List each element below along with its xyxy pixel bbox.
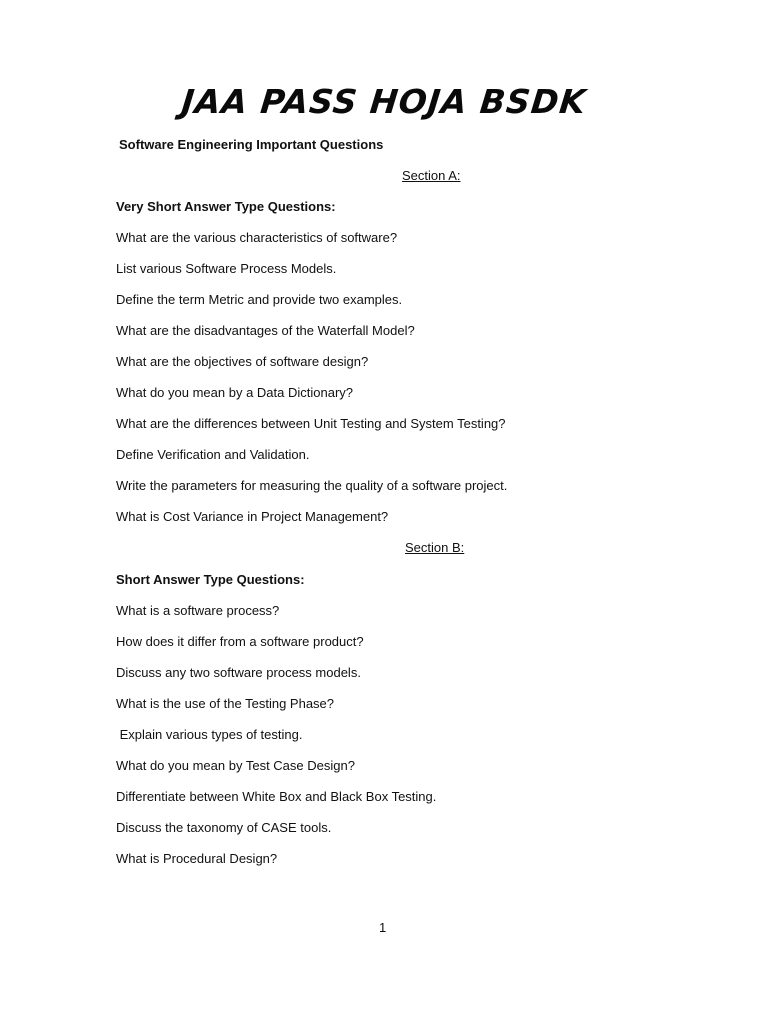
question-a9: Write the parameters for measuring the quality of a software project.	[116, 478, 508, 493]
document-title: JAA PASS HOJA BSDK	[179, 82, 589, 121]
section-b-heading: Section B:	[405, 540, 465, 555]
question-b6: What do you mean by Test Case Design?	[116, 758, 355, 773]
document-subtitle: Software Engineering Important Questions	[119, 137, 384, 152]
section-a-group-heading: Very Short Answer Type Questions:	[116, 199, 336, 214]
question-a1: What are the various characteristics of software?	[116, 230, 398, 245]
question-a10: What is Cost Variance in Project Management?	[116, 509, 389, 524]
section-a-heading: Section A:	[402, 168, 461, 183]
question-b1: What is a software process?	[116, 603, 280, 618]
question-a6: What do you mean by a Data Dictionary?	[116, 385, 354, 400]
question-b2: How does it differ from a software product?	[116, 634, 364, 649]
question-a5: What are the objectives of software design?	[116, 354, 369, 369]
question-a3: Define the term Metric and provide two examples.	[116, 292, 403, 307]
question-a7: What are the differences between Unit Testing and System Testing?	[116, 416, 506, 431]
section-b-group-heading: Short Answer Type Questions:	[116, 572, 305, 587]
question-b7: Differentiate between White Box and Black Box Testing.	[116, 789, 437, 804]
question-b5: Explain various types of testing.	[116, 727, 303, 742]
page-number: 1	[379, 920, 387, 935]
question-b3: Discuss any two software process models.	[116, 665, 361, 680]
question-a2: List various Software Process Models.	[116, 261, 337, 276]
question-a8: Define Verification and Validation.	[116, 447, 310, 462]
question-a4: What are the disadvantages of the Waterfall Model?	[116, 323, 415, 338]
question-b4: What is the use of the Testing Phase?	[116, 696, 335, 711]
question-b9: What is Procedural Design?	[116, 851, 278, 866]
question-b8: Discuss the taxonomy of CASE tools.	[116, 820, 332, 835]
